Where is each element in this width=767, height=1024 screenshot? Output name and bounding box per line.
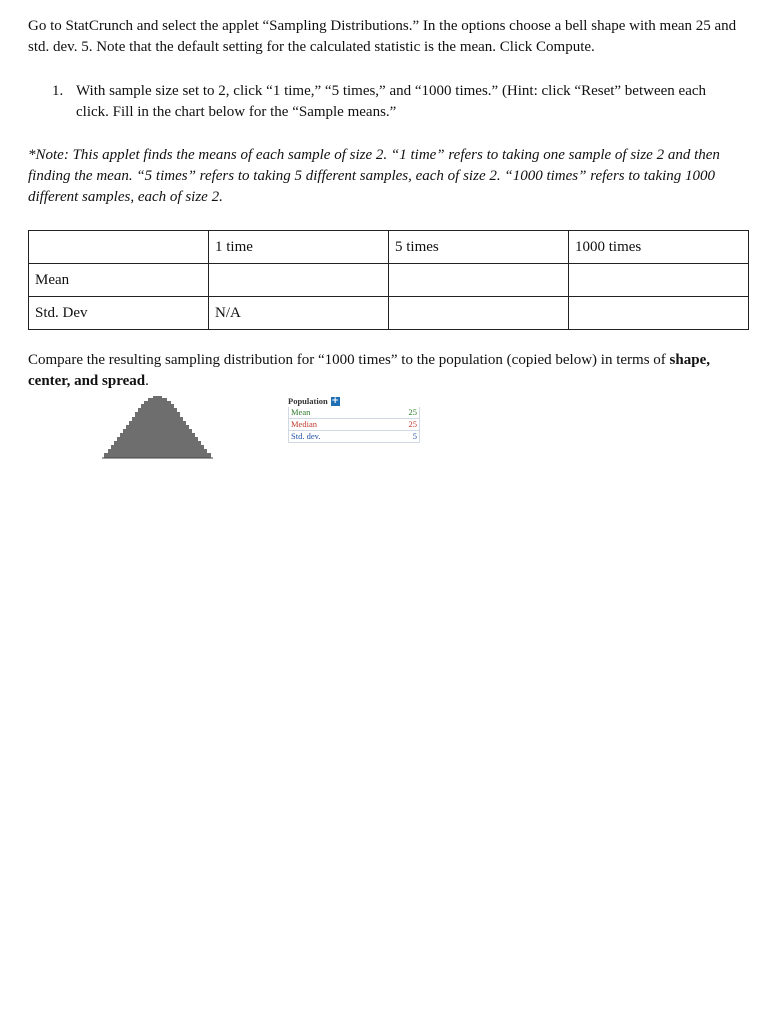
table-cell[interactable]: [389, 297, 569, 330]
stat-value: 25: [408, 407, 417, 417]
table-header-cell: [29, 231, 209, 264]
table-cell: N/A: [209, 297, 389, 330]
population-row-mean: [288, 407, 420, 419]
table-header-cell: 5 times: [389, 231, 569, 264]
intro-paragraph: Go to StatCrunch and select the applet “Sampling Distributions.” In the options choose a bell shape with mean 25 and std. dev. 5. Note that the default setting for the calculated statistic is the mean. Click Compute.: [28, 18, 737, 55]
stat-label: Mean: [291, 407, 311, 417]
table-header-cell: 1 time: [209, 231, 389, 264]
table-cell[interactable]: [389, 264, 569, 297]
table-cell[interactable]: [569, 264, 749, 297]
compare-bold: shape, center, and spread: [28, 352, 710, 389]
population-bell-histogram: [100, 395, 215, 459]
table-row: [29, 297, 749, 330]
population-summary: [288, 395, 420, 443]
note-paragraph: *Note: This applet finds the means of each sample of size 2. “1 time” refers to taking one sample of size 2 and then finding the mean. “5 times” refers to taking 5 different samples, each of size 2. “1000 times” refers to taking 1000 different samples, each of size 2.: [28, 147, 720, 205]
table-header-row: [29, 231, 749, 264]
row-label-mean: Mean: [29, 264, 209, 297]
task-item-1: [52, 81, 742, 123]
table-header-cell: 1000 times: [569, 231, 749, 264]
compare-text: Compare the resulting sampling distribution for “1000 times” to the population (copied below) in terms of: [28, 352, 670, 368]
results-table: [28, 230, 749, 330]
plus-icon[interactable]: +: [331, 395, 339, 406]
population-title-text: Population: [288, 395, 328, 406]
population-row-median: [288, 419, 420, 431]
bell-shape: [104, 396, 211, 458]
stat-label: Std. dev.: [291, 431, 321, 441]
stat-label: Median: [291, 419, 317, 429]
compare-paragraph: [28, 350, 746, 392]
table-cell[interactable]: [209, 264, 389, 297]
population-row-std-dev: [288, 431, 420, 443]
task-number: 1.: [52, 83, 64, 99]
stat-value: 5: [412, 431, 417, 441]
table-row: [29, 264, 749, 297]
population-title: [288, 395, 420, 407]
task-text: With sample size set to 2, click “1 time,” “5 times,” and “1000 times.” (Hint: click “Reset” between each click. Fill in the chart below for the “Sample means.”: [76, 83, 707, 120]
row-label-std-dev: Std. Dev: [29, 297, 209, 330]
table-cell[interactable]: [569, 297, 749, 330]
stat-value: 25: [408, 419, 417, 429]
compare-end: .: [145, 373, 149, 389]
